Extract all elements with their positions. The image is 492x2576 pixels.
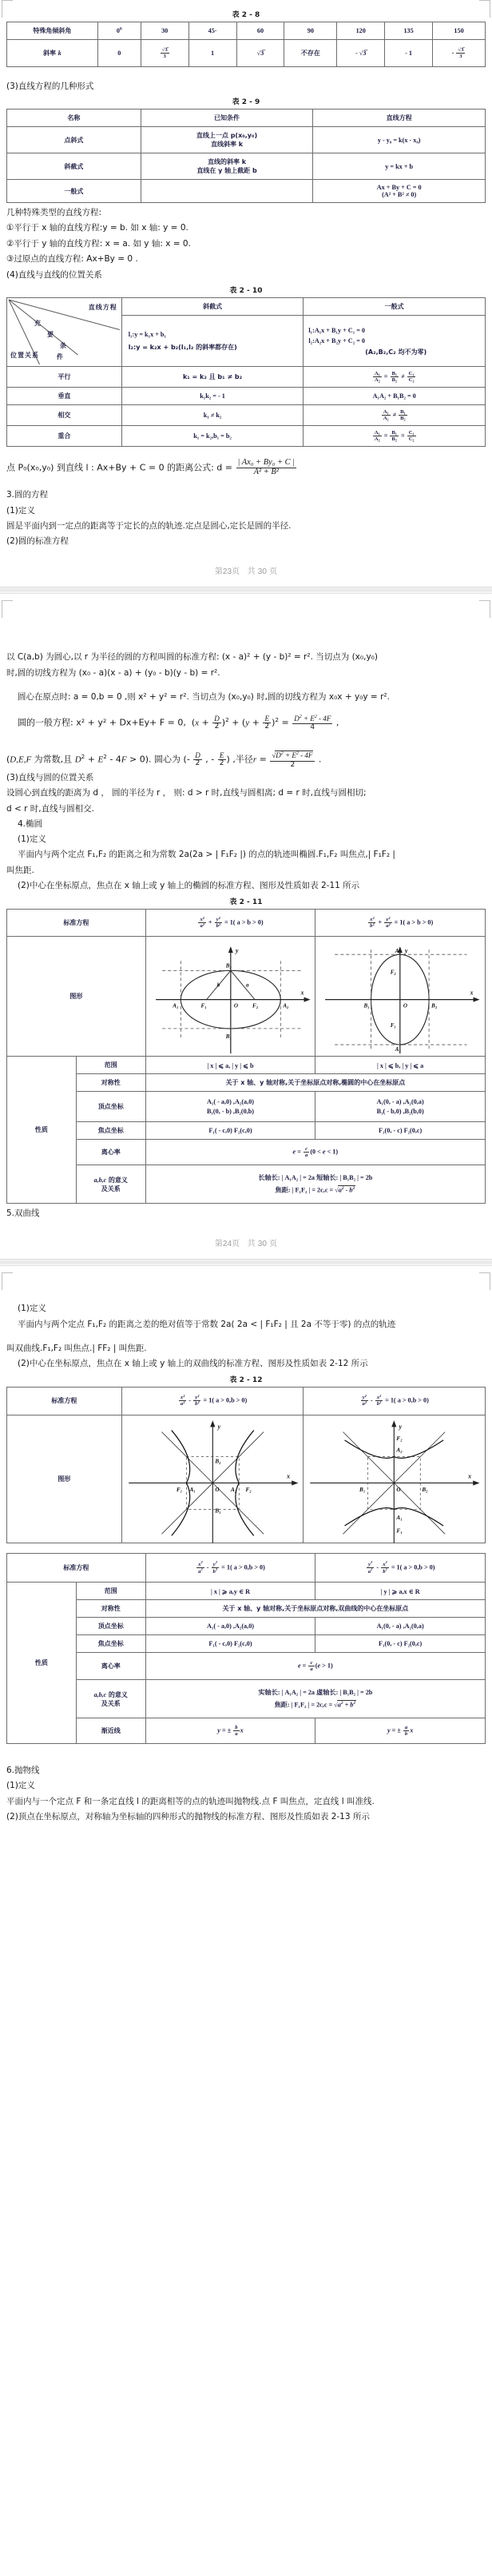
t212-eq-right: $\frac{\text{y²}}{\text{a²}}$ - $\frac{\text{x²}}{\text{b²}}$ = 1( a > 0,b > 0) xyxy=(304,1388,486,1415)
svg-text:B₁: B₁ xyxy=(363,1002,370,1009)
hyperbola-foci-on-y-axis-diagram xyxy=(304,1415,485,1547)
svg-text:a: a xyxy=(245,981,249,989)
t212-eq-left: $\frac{\text{x²}}{\text{a²}}$ - $\frac{\text{y²}}{\text{b²}}$ = 1( a > 0,b > 0) xyxy=(121,1388,304,1415)
svg-text:F₁: F₁ xyxy=(200,1002,207,1009)
t211-prop-range-label: 范围 xyxy=(76,1057,145,1074)
parabola-sub-definition: (1)定义 xyxy=(6,1781,35,1791)
svg-text:O: O xyxy=(233,1002,238,1009)
svg-text:x: x xyxy=(286,1471,290,1479)
t212-figure-hyperbola-x-axis xyxy=(121,1415,304,1543)
t28-angle-150: 150 xyxy=(433,22,486,40)
t210-row-coincide-slope: k₁ = k₂,b₁ = b₂ xyxy=(121,426,304,447)
t210-row-perpendicular-label: 垂直 xyxy=(7,388,122,405)
circle-sub-standard-eq: (2)圆的标准方程 xyxy=(6,536,69,547)
t212p-prop-vertices-left: A₁( - a,0) ,A₂(a,0) xyxy=(145,1618,315,1635)
t211-prop-eccentricity-label: 离心率 xyxy=(76,1140,145,1165)
t29-header-condition: 已知条件 xyxy=(141,109,313,127)
t212p-prop-asymptote-label: 渐近线 xyxy=(76,1718,145,1743)
table-2-11-caption: 表 2 - 11 xyxy=(229,898,263,907)
t211-prop-foci-label: 焦点坐标 xyxy=(76,1122,145,1140)
svg-text:A₂: A₂ xyxy=(396,1446,403,1453)
t211-label-properties: 性质 xyxy=(7,1057,77,1204)
heading-line-forms: (3)直线方程的几种形式 xyxy=(6,82,94,92)
ellipse-definition-line1: 平面内与两个定点 F₁,F₂ 的距离之和为常数 2a(2a > | F₁F₂ |) 的点的轨迹叫椭圆.F₁,F₂ 叫焦点,| F₁F₂ | xyxy=(18,850,395,860)
heading-ellipse: 4.椭圆 xyxy=(18,818,43,829)
t211-prop-vertices-label: 顶点坐标 xyxy=(76,1092,145,1122)
t211-figure-ellipse-x-axis xyxy=(145,937,315,1057)
page-24 xyxy=(0,600,492,1256)
t212p-prop-foci-label: 焦点坐标 xyxy=(76,1635,145,1653)
svg-text:F₂: F₂ xyxy=(391,969,397,976)
circle-sub-definition: (1)定义 xyxy=(6,505,35,516)
t210-row-intersect-slope: k₁ ≠ k₂ xyxy=(121,405,304,426)
hyperbola-sub-definition: (1)定义 xyxy=(18,1304,46,1314)
svg-text:F₂: F₂ xyxy=(396,1435,403,1442)
table-2-10-caption: 表 2 - 10 xyxy=(229,287,263,296)
t212p-prop-asymptote-right: y = ± $\frac{a}{b}$ x xyxy=(315,1718,486,1743)
t211-prop-range-left: | x | ⩽ a, | y | ⩽ b xyxy=(145,1057,315,1074)
t28-slope-120: - √3̅ xyxy=(337,40,385,67)
t210-row-intersect-label: 相交 xyxy=(7,405,122,426)
t210-row-coincide-general: $\frac{\text{A₁}}{\text{A₂}}$ = $\frac{\text{B₁}}{\text{B₂}}$ = $\frac{\text{C₁}}{\text{C₂}}$ xyxy=(304,426,486,447)
t28-angle-135: 135 xyxy=(385,22,433,40)
svg-text:O: O xyxy=(403,1002,408,1009)
t210-row-perpendicular-slope: k₁k₂ = - 1 xyxy=(121,388,304,405)
t210-header-slope-form: 斜截式 xyxy=(121,298,304,316)
crop-mark-top-left-p24 xyxy=(2,600,13,618)
t28-angle-30: 30 xyxy=(141,22,188,40)
circle-general-params: (D,E,F 为常数,且 $D^2 + E^2 - 4F > 0$). 圆心为 (- $\frac{D}{2}$ , - $\frac{E}{2}$ ) ,半径r = $\frac{√D^2 + E^2 - 4F}{2}$ . xyxy=(6,751,322,769)
svg-text:B₂: B₂ xyxy=(422,1486,429,1493)
hyperbola-definition-line1: 平面内与两个定点 F₁,F₂ 的距离之差的绝对值等于常数 2a( 2a < | F₁F₂ | 且 2a 不等于零) 的点的轨迹 xyxy=(18,1319,396,1329)
parabola-definition-text: 平面内与一个定点 F 和一条定直线 l 的距离相等的点的轨迹叫抛物线.点 F 叫焦点，定直线 l 叫准线. xyxy=(6,1796,375,1806)
t211-prop-eccentricity-value: e = $\frac{c}{a}$ (0 < e < 1) xyxy=(145,1140,485,1165)
t210-equations-general: l₁:A₁x + B₁y + C₁ = 0 l₂:A₂x + B₂y + C₂ = 0 (A₂,B₂,C₂ 均不为零) xyxy=(304,316,486,367)
crop-mark-top-left-p25 xyxy=(2,1272,13,1290)
ellipse-sub-standard: (2)中心在坐标原点，焦点在 x 轴上或 y 轴上的椭圆的标准方程、图形及性质如表 2-11 所示 xyxy=(18,880,360,890)
t212p-prop-range-right: | y | ⩾ a,x ∈ R xyxy=(315,1583,486,1600)
t212p-prop-range-label: 范围 xyxy=(76,1583,145,1600)
t29-row3-name: 一般式 xyxy=(7,180,141,203)
t210-label-cond-2: 要 xyxy=(47,331,54,339)
svg-text:A₂: A₂ xyxy=(283,1002,289,1009)
t212p-prop-eccentricity-label: 离心率 xyxy=(76,1653,145,1680)
heading-circle: 3.圆的方程 xyxy=(6,490,49,500)
t212p-prop-vertices-label: 顶点坐标 xyxy=(76,1618,145,1635)
svg-text:y: y xyxy=(405,947,408,955)
t29-row1-condition: 直线上一点 p(x₀,y₀) 直线斜率 k xyxy=(141,127,313,153)
ellipse-foci-on-y-axis-diagram xyxy=(315,937,485,1057)
page-24-total: 30 xyxy=(257,1240,267,1249)
t28-angle-0: $0^0$ xyxy=(97,22,141,40)
t28-slope-30: $\frac{√3̅}{3}$ xyxy=(141,40,188,67)
table-2-9-caption: 表 2 - 9 xyxy=(232,98,260,107)
page-23-total: 30 xyxy=(257,567,267,577)
t28-angle-45: 45· xyxy=(188,22,236,40)
circle-line-relation-text-2: d < r 时,直线与圆相交. xyxy=(6,803,94,814)
svg-text:A₂: A₂ xyxy=(230,1486,237,1493)
svg-text:B₁: B₁ xyxy=(225,1033,232,1041)
t212p-label-standard-eq: 标准方程 xyxy=(7,1553,146,1583)
t28-slope-90: 不存在 xyxy=(284,40,337,67)
t29-row3-condition xyxy=(141,180,313,203)
table-2-8 xyxy=(6,22,486,67)
t29-header-name: 名称 xyxy=(7,109,141,127)
t212p-label-properties: 性质 xyxy=(7,1583,77,1744)
hyperbola-definition-line2: 叫双曲线.F₁,F₂ 叫焦点.| FF₂ | 叫焦距. xyxy=(6,1343,147,1353)
svg-text:A₂: A₂ xyxy=(395,948,402,955)
page-24-number: 24 xyxy=(222,1240,232,1249)
t212p-prop-vertices-right: A₁(0, - a) ,A₂(0,a) xyxy=(315,1618,486,1635)
t212p-prop-eccentricity-value: e = $\frac{c}{a}$ (e > 1) xyxy=(145,1653,485,1680)
t210-equations-slope: l₁:y = k₁x + b₁ l₂:y = k₂x + b₂(l₁,l₂ 的斜率都存在) xyxy=(121,316,304,367)
t212-figure-hyperbola-y-axis xyxy=(304,1415,486,1543)
page-break-24-25 xyxy=(0,1256,492,1272)
t28-row-label-slope: 斜率 k xyxy=(7,40,98,67)
t211-prop-foci-right: F₁(0, - c) F₂(0,c) xyxy=(315,1122,486,1140)
t28-slope-135: - 1 xyxy=(385,40,433,67)
circle-general-equation: 圆的一般方程: x² + y² + Dx+Ey+ F = 0, (x + $\frac{D}{2}$ )$^2$ + (y + $\frac{E}{2}$ )$^2$ = $\frac{D^2 + E^2 - 4F}{4}$ , xyxy=(18,715,339,731)
t211-figure-ellipse-y-axis xyxy=(315,937,486,1057)
t212p-prop-asymptote-left: y = ± $\frac{b}{a}$ x xyxy=(145,1718,315,1743)
t210-row-parallel-label: 平行 xyxy=(7,367,122,388)
special-lines-intro: 几种特殊类型的直线方程: xyxy=(6,208,102,218)
table-2-10 xyxy=(6,297,486,447)
svg-text:F₁: F₁ xyxy=(391,1022,397,1029)
circle-origin-case: 圆心在原点时: a = 0,b = 0 ,则 x² + y² = r². 当切点为 (x₀,y₀) 时,圆的切线方程为 x₀x + y₀y = r². xyxy=(18,691,390,702)
t210-corner-header xyxy=(7,298,122,367)
crop-mark-top-right xyxy=(479,0,490,18)
svg-text:O: O xyxy=(215,1486,220,1493)
svg-text:B₂: B₂ xyxy=(225,962,232,969)
t211-prop-vertices-right: A₁(0, - a) ,A₂(0,a) B₁( - b,0) ,B₂(b,0) xyxy=(315,1092,486,1122)
t212p-eq-left: $\frac{x^2}{a^2}$ - $\frac{y^2}{b^2}$ = 1( a > 0,b > 0) xyxy=(145,1553,315,1583)
crop-mark-top-left xyxy=(2,0,13,18)
heading-parabola: 6.抛物线 xyxy=(6,1766,40,1775)
hyperbola-foci-on-x-axis-diagram xyxy=(122,1415,304,1547)
svg-text:x: x xyxy=(468,1471,472,1479)
svg-text:b: b xyxy=(216,981,220,989)
t210-label-cond-1: 充 xyxy=(34,320,42,328)
t210-label-cond-3: 条 xyxy=(60,342,67,350)
t212p-prop-foci-left: F₁( - c,0) F₂(c,0) xyxy=(145,1635,315,1653)
t212p-prop-symmetry-label: 对称性 xyxy=(76,1600,145,1618)
special-line-1: ①平行于 x 轴的直线方程:y = b. 如 x 轴: y = 0. xyxy=(6,223,188,233)
t29-row2-equation: y = kx + b xyxy=(313,153,486,180)
point-line-distance-formula xyxy=(6,459,486,477)
t210-label-equation: 直线方程 xyxy=(88,304,117,312)
t210-label-position: 位置关系 xyxy=(10,352,39,360)
heading-hyperbola: 5.双曲线 xyxy=(6,1208,40,1219)
table-2-12-caption: 表 2 - 12 xyxy=(229,1376,263,1385)
circle-definition-text: 圆是平面内到一定点的距离等于定长的点的轨迹.定点是圆心,定长是圆的半径. xyxy=(6,520,292,531)
page-23 xyxy=(0,0,492,584)
t210-row-parallel-general: $\frac{\text{A₁}}{\text{A₂}}$ = $\frac{\text{B₁}}{\text{B₂}}$ ≠ $\frac{\text{C₁}}{\text{C₂}}$ xyxy=(304,367,486,388)
t211-prop-abc-label: a,b,c 的意义 及关系 xyxy=(76,1165,145,1204)
circle-tangent-equation: 时,圆的切线方程为 (x₀ - a)(x - a) + (y₀ - b)(y - b) = r². xyxy=(6,667,220,678)
svg-text:A₁: A₁ xyxy=(172,1002,179,1009)
table-2-9 xyxy=(6,109,486,203)
page-23-footer: 第23页 共 30 页 xyxy=(214,567,278,577)
page-24-footer: 第24页 共 30 页 xyxy=(214,1240,278,1249)
t212p-prop-symmetry-value: 关于 x 轴、y 轴对称,关于坐标原点对称,双曲线的中心在坐标原点 xyxy=(145,1600,485,1618)
table-2-12-equations xyxy=(6,1387,486,1543)
distance-fraction: $\frac{\text{| Ax₀ + By₀ + C |}}{\text{A² + B²}}$ xyxy=(237,459,296,477)
page-25 xyxy=(0,1272,492,1833)
t211-prop-vertices-left: A₁( - a,0) ,A₂(a,0) B₁(0, - b) ,B₂(0,b) xyxy=(145,1092,315,1122)
t29-row1-name: 点斜式 xyxy=(7,127,141,153)
t211-prop-range-right: | x | ⩽ b, | y | ⩽ a xyxy=(315,1057,486,1074)
table-2-12-properties xyxy=(6,1553,486,1744)
t210-label-cond-4: 件 xyxy=(57,353,64,361)
svg-text:A₁: A₁ xyxy=(395,1046,402,1053)
t211-label-standard-eq: 标准方程 xyxy=(7,910,146,937)
ellipse-foci-on-x-axis-diagram xyxy=(146,937,315,1057)
t211-prop-abc-value: 长轴长: | A₁A₂ | = 2a 短轴长: | B₁B₂ | = 2b 焦距: | F₁F₂ | = $2c,c = √a^2 - b^2$ xyxy=(145,1165,485,1204)
svg-text:F₂: F₂ xyxy=(245,1486,252,1493)
t212p-prop-abc-label: a,b,c 的意义 及关系 xyxy=(76,1680,145,1718)
t211-prop-symmetry-value: 关于 x 轴、y 轴对称,关于坐标原点对称,椭圆的中心在坐标原点 xyxy=(145,1074,485,1092)
circle-line-relation-text: 设圆心到直线的距离为 d ， 圆的半径为 r ， 则: d > r 时,直线与圆相离; d = r 时,直线与圆相切; xyxy=(6,788,367,798)
svg-text:F₁: F₁ xyxy=(176,1486,183,1493)
t29-row1-equation: y - y₀ = k(x - x₀) xyxy=(313,127,486,153)
svg-text:y: y xyxy=(399,1423,403,1431)
svg-text:A₁: A₁ xyxy=(396,1514,403,1521)
t212p-prop-foci-right: F₁(0, - c) F₂(0,c) xyxy=(315,1635,486,1653)
t28-angle-120: 120 xyxy=(337,22,385,40)
t28-slope-150: - $\frac{√3̅}{3}$ xyxy=(433,40,486,67)
t28-row-label-angle: 特殊角倾斜角 xyxy=(7,22,98,40)
t210-row-perpendicular-general: A₁A₂ + B₁B₂ = 0 xyxy=(304,388,486,405)
t212p-prop-range-left: | x | ⩾ a,y ∈ R xyxy=(145,1583,315,1600)
svg-text:B₁: B₁ xyxy=(215,1507,221,1515)
t211-eq-left: $\frac{\text{x²}}{\text{a²}}$ + $\frac{\text{y²}}{\text{b²}}$ = 1( a > b > 0) xyxy=(145,910,315,937)
distance-text: 点 P₀(x₀,y₀) 到直线 l : Ax+By + C = 0 的距离公式: d = xyxy=(6,462,233,473)
parabola-sub-standard: (2)顶点在坐标原点，对称轴为坐标轴的四种形式的抛物线的标准方程、图形及性质如表 2-13 所示 xyxy=(6,1811,370,1822)
svg-text:B₂: B₂ xyxy=(431,1002,438,1009)
svg-text:F₁: F₁ xyxy=(396,1527,403,1534)
ellipse-definition-line2: 叫焦距. xyxy=(6,865,34,875)
svg-text:B₂: B₂ xyxy=(215,1458,221,1465)
table-2-11 xyxy=(6,909,486,1204)
t29-row3-equation: Ax + By + C = 0 (A² + B² ≠ 0) xyxy=(313,180,486,203)
t29-row2-condition: 直线的斜率 k 直线在 y 轴上截距 b xyxy=(141,153,313,180)
t211-prop-symmetry-label: 对称性 xyxy=(76,1074,145,1092)
t212p-prop-abc-value: 实轴长: | A₁A₂ | = 2a 虚轴长: | B₁B₂ | = 2b 焦距: | F₁F₂ | = $2c,c = √a^2 + b^2$ xyxy=(145,1680,485,1718)
svg-text:O: O xyxy=(396,1486,401,1493)
svg-text:A₁: A₁ xyxy=(189,1486,196,1493)
t211-prop-foci-left: F₁( - c,0) F₂(c,0) xyxy=(145,1122,315,1140)
t210-header-general-form: 一般式 xyxy=(304,298,486,316)
t28-slope-60: √3̅ xyxy=(236,40,284,67)
svg-text:y: y xyxy=(217,1422,220,1430)
t28-angle-90: 90 xyxy=(284,22,337,40)
t212-label-figure: 图形 xyxy=(7,1415,122,1543)
t211-label-figure: 图形 xyxy=(7,937,146,1057)
circle-standard-equation: 以 C(a,b) 为圆心,以 r 为半径的圆的方程叫圆的标准方程: (x - a)² + (y - b)² = r². 当切点为 (x₀,y₀) xyxy=(6,652,378,663)
svg-text:F₂: F₂ xyxy=(252,1002,258,1009)
special-line-2: ②平行于 y 轴的直线方程: x = a. 如 y 轴: x = 0. xyxy=(6,238,191,249)
t28-slope-45: 1 xyxy=(188,40,236,67)
ellipse-sub-definition: (1)定义 xyxy=(18,834,46,845)
t212p-eq-right: $\frac{y^2}{a^2}$ - $\frac{x^2}{b^2}$ = 1( a > 0,b > 0) xyxy=(315,1553,486,1583)
page-23-number: 23 xyxy=(222,567,232,577)
svg-text:B₁: B₁ xyxy=(359,1486,366,1493)
hyperbola-sub-standard: (2)中心在坐标原点，焦点在 x 轴上或 y 轴上的双曲线的标准方程、图形及性质如表 2-12 所示 xyxy=(18,1359,368,1369)
crop-mark-top-right-p24 xyxy=(479,600,490,618)
circle-sub-line-relation: (3)直线与圆的位置关系 xyxy=(6,773,94,783)
svg-text:x: x xyxy=(300,989,304,997)
svg-text:x: x xyxy=(470,989,474,997)
t29-header-equation: 直线方程 xyxy=(313,109,486,127)
table-2-8-caption: 表 2 - 8 xyxy=(232,11,260,19)
crop-mark-top-right-p25 xyxy=(479,1272,490,1290)
t210-row-intersect-general: $\frac{\text{A₁}}{\text{A₂}}$ ≠ $\frac{\text{B₁}}{\text{B₂}}$ xyxy=(304,405,486,426)
t29-row2-name: 斜截式 xyxy=(7,153,141,180)
t210-row-coincide-label: 重合 xyxy=(7,426,122,447)
t28-angle-60: 60 xyxy=(236,22,284,40)
special-line-3: ③过原点的直线方程: Ax+By = 0 . xyxy=(6,253,138,264)
t211-eq-right: $\frac{\text{x²}}{\text{b²}}$ + $\frac{\text{y²}}{\text{a²}}$ = 1( a > b > 0) xyxy=(315,910,486,937)
page-break-23-24 xyxy=(0,584,492,600)
t210-row-parallel-slope: k₁ = k₂ 且 b₁ ≠ b₂ xyxy=(121,367,304,388)
heading-line-relations: (4)直线与直线的位置关系 xyxy=(6,270,102,281)
svg-text:y: y xyxy=(235,947,239,955)
t28-slope-0: 0 xyxy=(97,40,141,67)
t212-label-standard-eq: 标准方程 xyxy=(7,1388,122,1415)
